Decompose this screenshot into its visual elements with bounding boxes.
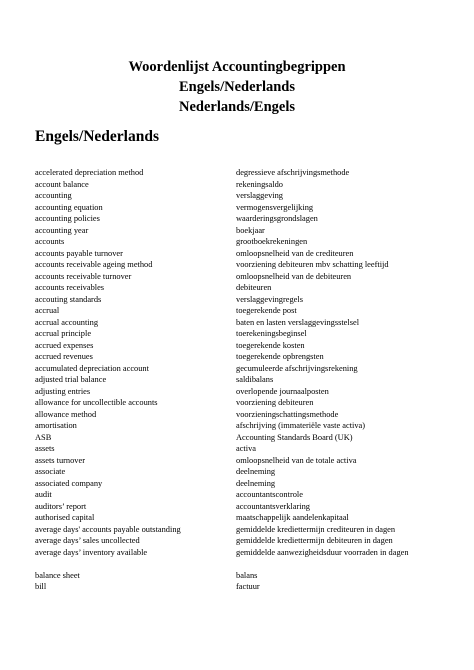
dutch-term: gecumuleerde afschrijvingsrekening: [236, 363, 358, 373]
dutch-term: activa: [236, 444, 256, 453]
english-term: accumulated depreciation account: [35, 363, 149, 373]
dutch-term: vermogensvergelijking: [236, 202, 314, 212]
dutch-term: accountantsverklaring: [236, 501, 310, 511]
glossary-row: [35, 259, 465, 271]
dutch-term: degressieve afschrijvingsmethode: [236, 168, 350, 177]
glossary-row: [35, 466, 465, 478]
glossary-row: [35, 317, 465, 329]
glossary-row: [35, 340, 465, 352]
glossary-row: [35, 501, 465, 513]
english-term: accounts receivable turnover: [35, 271, 132, 281]
dutch-term: omloopsnelheid van de crediteuren: [236, 248, 354, 258]
english-term: audit: [35, 490, 52, 499]
glossary-row: [35, 581, 465, 593]
dutch-term: verslaggeving: [236, 191, 283, 200]
english-term: average days' accounts payable outstanding: [35, 524, 181, 534]
english-term: accrual: [35, 306, 60, 315]
english-term: accounts receivables: [35, 283, 105, 292]
english-term: accounts receivable ageing method: [35, 260, 153, 269]
english-term: accrued expenses: [35, 340, 94, 350]
dutch-term: factuur: [236, 582, 260, 591]
glossary-row: [35, 432, 465, 444]
english-term: accrual principle: [35, 329, 92, 338]
section-heading: Engels/Nederlands: [35, 128, 160, 145]
dutch-term: deelneming: [236, 467, 276, 476]
dutch-term: voorzieningschattingsmethode: [236, 409, 339, 419]
glossary-row: [35, 282, 465, 294]
english-term: accrual accounting: [35, 317, 99, 327]
glossary-row: [35, 236, 465, 248]
glossary-row: [35, 386, 465, 398]
glossary-row: [35, 524, 465, 536]
dutch-term: waarderingsgrondslagen: [236, 214, 318, 223]
dutch-term: deelneming: [236, 478, 276, 488]
english-term: average days’ inventory available: [35, 547, 148, 557]
english-term: average days’ sales uncollected: [35, 536, 140, 545]
glossary-row: [35, 167, 465, 179]
english-term: accrued revenues: [35, 352, 93, 361]
glossary-group-a: [35, 167, 465, 558]
glossary-row: [35, 547, 465, 559]
english-term: accounts payable turnover: [35, 248, 123, 258]
glossary-row: [35, 294, 465, 306]
dutch-term: baten en lasten verslaggevingsstelsel: [236, 317, 360, 327]
dutch-term: toerekeningsbeginsel: [236, 329, 307, 338]
glossary-row: [35, 455, 465, 467]
glossary-row: [35, 271, 465, 283]
english-term: accounts: [35, 237, 65, 246]
dutch-term: rekeningsaldo: [236, 179, 283, 189]
english-term: assets turnover: [35, 455, 86, 465]
dutch-term: voorziening debiteuren: [236, 398, 314, 407]
glossary-row: [35, 478, 465, 490]
english-term: adjusted trial balance: [35, 375, 107, 384]
dutch-term: accountantscontrole: [236, 490, 303, 499]
glossary-group-b: [35, 570, 465, 593]
english-term: amortisation: [35, 421, 77, 430]
english-term: accounting equation: [35, 202, 103, 212]
english-term: balance sheet: [35, 570, 80, 580]
dutch-term: gemiddelde aanwezigheidsduur voorraden in dagen: [236, 547, 409, 557]
english-term: assets: [35, 444, 55, 453]
dutch-term: toegerekende post: [236, 306, 297, 315]
english-term: accounting policies: [35, 214, 100, 223]
english-term: accounting year: [35, 225, 89, 235]
dutch-term: grootboekrekeningen: [236, 237, 308, 246]
dutch-term: toegerekende kosten: [236, 340, 305, 350]
dutch-term: gemiddelde krediettermijn debiteuren in dagen: [236, 536, 393, 545]
glossary-row: [35, 535, 465, 547]
title-line-2: Engels/Nederlands: [178, 79, 295, 95]
english-term: auditors’ report: [35, 501, 87, 511]
glossary-row: [35, 179, 465, 191]
english-term: allowance method: [35, 409, 97, 419]
english-term: account balance: [35, 179, 89, 189]
english-term: adjusting entries: [35, 386, 91, 396]
english-term: accounting: [35, 191, 72, 200]
glossary-row: [35, 305, 465, 317]
glossary-row: [35, 443, 465, 455]
glossary-row: [35, 420, 465, 432]
dutch-term: verslaggevingregels: [236, 294, 303, 304]
english-term: authorised capital: [35, 513, 95, 522]
english-term: accelerated depreciation method: [35, 168, 144, 177]
glossary-row: [35, 512, 465, 524]
dutch-term: overlopende journaalposten: [236, 386, 329, 396]
glossary-row: [35, 351, 465, 363]
english-term: accouting standards: [35, 294, 102, 304]
title-line-3: Nederlands/Engels: [178, 99, 295, 115]
document-title: [0, 57, 474, 117]
glossary-row: [35, 363, 465, 375]
glossary-row: [35, 397, 465, 409]
dutch-term: Accounting Standards Board (UK): [236, 432, 353, 442]
group-spacer: [35, 558, 465, 570]
dutch-term: saldibalans: [236, 375, 274, 384]
dutch-term: omloopsnelheid van de debiteuren: [236, 271, 352, 281]
glossary-row: [35, 489, 465, 501]
glossary-row: [35, 409, 465, 421]
glossary-row: [35, 202, 465, 214]
english-term: associated company: [35, 478, 103, 488]
dutch-term: boekjaar: [236, 225, 265, 235]
glossary-row: [35, 213, 465, 225]
glossary-row: [35, 225, 465, 237]
english-term: associate: [35, 467, 66, 476]
english-term: allowance for uncollectible accounts: [35, 398, 158, 407]
dutch-term: maatschappelijk aandelenkapitaal: [236, 513, 349, 522]
dutch-term: voorziening debiteuren mbv schatting leeftijd: [236, 260, 389, 269]
dutch-term: omloopsnelheid van de totale activa: [236, 455, 357, 465]
glossary-row: [35, 570, 465, 582]
english-term: bill: [35, 582, 47, 591]
dutch-term: debiteuren: [236, 283, 272, 292]
glossary-row: [35, 190, 465, 202]
dutch-term: gemiddelde krediettermijn crediteuren in dagen: [236, 524, 396, 534]
glossary-row: [35, 328, 465, 340]
glossary-row: [35, 374, 465, 386]
glossary-row: [35, 248, 465, 260]
dutch-term: toegerekende opbrengsten: [236, 352, 324, 361]
glossary-table: [35, 167, 465, 593]
dutch-term: balans: [236, 570, 258, 580]
title-line-1: Woordenlijst Accountingbegrippen: [128, 59, 346, 75]
english-term: ASB: [35, 432, 52, 442]
dutch-term: afschrijving (immateriële vaste activa): [236, 421, 366, 430]
